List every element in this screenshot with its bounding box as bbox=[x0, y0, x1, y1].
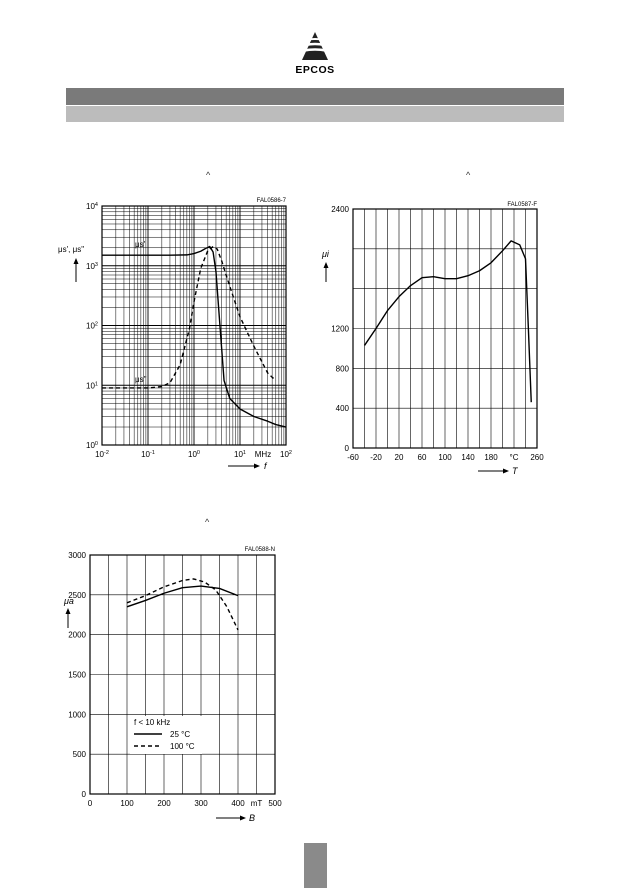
caret-mark: ^ bbox=[466, 170, 471, 180]
y-tick-label: 1500 bbox=[68, 670, 86, 680]
x-tick-label: $10^1$ bbox=[234, 450, 246, 459]
y-tick-label: 400 bbox=[335, 404, 349, 414]
caret-mark: ^ bbox=[205, 517, 210, 527]
y-axis-label: μa bbox=[64, 596, 74, 606]
plot-area-2 bbox=[353, 209, 537, 448]
y-tick-label: 0 bbox=[344, 444, 349, 453]
x-tick-label: 100 bbox=[438, 453, 452, 462]
x-tick-label: $10^{-2}$ bbox=[95, 450, 109, 459]
figure-id: FAL0588-N bbox=[244, 547, 275, 553]
series-label: μs' bbox=[135, 240, 146, 249]
y-tick-label: 2500 bbox=[68, 590, 86, 600]
x-axis-label: T bbox=[512, 466, 518, 476]
x-tick-label: 140 bbox=[461, 453, 475, 462]
y-tick-label: 2400 bbox=[331, 205, 349, 214]
y-tick-label: $10^0$ bbox=[86, 441, 98, 450]
x-tick-label: -20 bbox=[370, 453, 382, 462]
figure-id: FAL0586-7 bbox=[256, 198, 286, 204]
x-tick-label: $10^2$ bbox=[280, 450, 292, 459]
y-tick-label: $10^2$ bbox=[86, 321, 98, 331]
y-tick-label: 0 bbox=[81, 790, 86, 799]
y-tick-label: 500 bbox=[72, 750, 86, 760]
x-tick-label: 180 bbox=[484, 453, 498, 462]
plot-area-1 bbox=[102, 206, 286, 445]
x-tick-label: 260 bbox=[530, 453, 544, 462]
y-tick-label: $10^1$ bbox=[86, 381, 98, 391]
x-unit-label: MHz bbox=[254, 450, 272, 459]
x-tick-label: mT bbox=[250, 799, 263, 808]
x-axis-arrowhead bbox=[240, 816, 246, 821]
legend-entry: 25 °C bbox=[170, 730, 191, 739]
plot-area-3 bbox=[90, 555, 275, 794]
y-axis-arrowhead bbox=[74, 258, 79, 264]
y-tick-label: 1000 bbox=[68, 710, 86, 720]
x-axis-arrowhead bbox=[254, 464, 260, 469]
x-axis-arrowhead bbox=[503, 469, 509, 474]
y-tick-label: 2000 bbox=[68, 630, 86, 640]
x-axis-label: f bbox=[264, 461, 267, 471]
y-tick-label: $10^4$ bbox=[86, 202, 98, 211]
y-tick-label: 1200 bbox=[331, 324, 349, 334]
legend-entry: 100 °C bbox=[170, 742, 195, 751]
series-label: μs" bbox=[135, 375, 147, 384]
x-tick-label: 60 bbox=[417, 453, 427, 462]
y-tick-label: $10^3$ bbox=[86, 261, 98, 271]
caret-mark: ^ bbox=[206, 170, 211, 180]
x-tick-label: 20 bbox=[394, 453, 404, 462]
brand-name: EPCOS bbox=[295, 64, 335, 76]
x-axis-label: B bbox=[249, 813, 256, 823]
y-tick-label: 800 bbox=[335, 364, 349, 374]
x-tick-label: 400 bbox=[231, 799, 245, 808]
y-axis-arrowhead bbox=[66, 608, 71, 614]
series-line-1 bbox=[102, 246, 276, 387]
series-line-0 bbox=[365, 241, 532, 402]
x-tick-label: -60 bbox=[347, 453, 359, 462]
x-tick-label: $10^0$ bbox=[188, 450, 200, 459]
x-tick-label: 100 bbox=[120, 799, 134, 808]
x-tick-label: 300 bbox=[194, 799, 208, 808]
x-tick-label: 0 bbox=[87, 799, 93, 808]
x-tick-label: 500 bbox=[268, 799, 282, 808]
x-tick-label: $10^{-1}$ bbox=[141, 450, 155, 459]
figure-id: FAL0587-F bbox=[507, 202, 537, 208]
page-number-tab bbox=[304, 843, 327, 888]
legend-title: f < 10 kHz bbox=[134, 718, 171, 727]
x-tick-label: °C bbox=[509, 453, 519, 462]
y-axis-label: μi bbox=[322, 249, 329, 259]
x-tick-label: 200 bbox=[157, 799, 171, 808]
y-axis-arrowhead bbox=[324, 262, 329, 268]
y-tick-label: 3000 bbox=[68, 551, 86, 560]
y-axis-label: μs', μs" bbox=[58, 245, 85, 254]
